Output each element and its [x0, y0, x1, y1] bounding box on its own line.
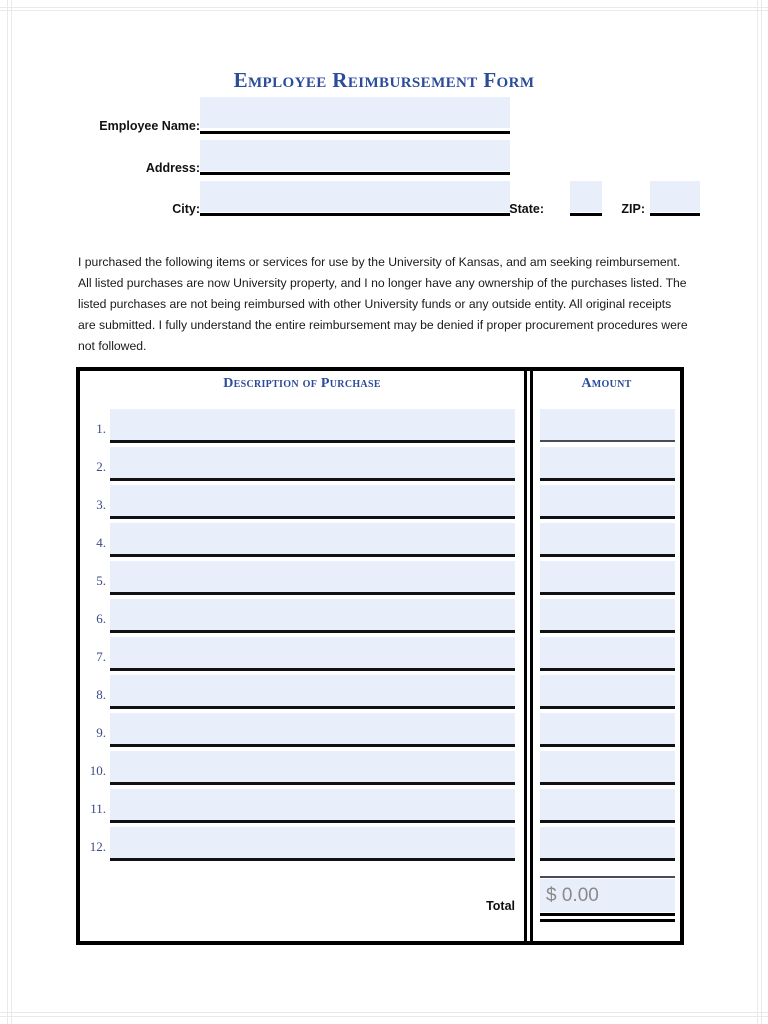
description-rule — [110, 478, 515, 481]
description-rule — [110, 858, 515, 861]
row-number: 3. — [96, 497, 106, 512]
row-number: 8. — [96, 687, 106, 702]
amount-input[interactable] — [540, 523, 675, 554]
amount-rule — [540, 440, 675, 442]
amount-rule — [540, 554, 675, 557]
page-frame-right-rule-2 — [761, 0, 762, 1024]
row-number: 5. — [96, 573, 106, 588]
amount-input[interactable] — [540, 409, 675, 440]
page-frame-bottom-rule-2 — [0, 1016, 768, 1017]
description-input[interactable] — [110, 675, 515, 706]
column-header-description: Description of Purchase — [223, 376, 381, 391]
amount-rule — [540, 706, 675, 709]
page-frame-top-rule-2 — [0, 10, 768, 11]
amount-rule — [540, 592, 675, 595]
page-frame-right-rule — [757, 0, 758, 1024]
column-divider-left — [524, 371, 527, 941]
amount-input[interactable] — [540, 713, 675, 744]
amount-input[interactable] — [540, 447, 675, 478]
amount-rule — [540, 744, 675, 747]
address-input[interactable] — [200, 140, 510, 171]
row-number: 12. — [89, 839, 106, 854]
description-rule — [110, 554, 515, 557]
description-input[interactable] — [110, 713, 515, 744]
address-rule — [200, 172, 510, 175]
amount-input[interactable] — [540, 561, 675, 592]
description-input[interactable] — [110, 599, 515, 630]
amount-rule — [540, 668, 675, 671]
description-input[interactable] — [110, 485, 515, 516]
page-frame-left-rule-2 — [11, 0, 12, 1024]
row-number: 9. — [96, 725, 106, 740]
description-input[interactable] — [110, 561, 515, 592]
description-input[interactable] — [110, 409, 515, 440]
row-number: 10. — [89, 763, 106, 778]
state-label: State: — [509, 202, 544, 216]
total-label: Total — [486, 899, 515, 913]
amount-rule — [540, 630, 675, 633]
city-label: City: — [172, 202, 200, 216]
description-input[interactable] — [110, 827, 515, 858]
row-number: 4. — [96, 535, 106, 550]
amount-rule — [540, 858, 675, 861]
address-label: Address: — [145, 161, 200, 175]
amount-rule — [540, 820, 675, 823]
row-number: 7. — [96, 649, 106, 664]
city-input[interactable] — [200, 181, 510, 212]
amount-input[interactable] — [540, 789, 675, 820]
amount-rule — [540, 478, 675, 481]
employee-name-input[interactable] — [200, 97, 510, 128]
description-rule — [110, 782, 515, 785]
description-rule — [110, 744, 515, 747]
description-rule — [110, 630, 515, 633]
zip-input[interactable] — [650, 181, 700, 212]
row-number: 6. — [96, 611, 106, 626]
amount-input[interactable] — [540, 751, 675, 782]
page-frame-left-rule — [7, 0, 8, 1024]
certification-statement: I purchased the following items or services for use by the University of Kansas, and am seeking reimbursement. All listed purchases are now University property, and I no longer have any ownership of the purchases listed. The listed purchases are not being reimbursed with other University funds or any outside entity. All original receipts are submitted. I fully understand the entire reimbursement may be denied if proper procurement procedures were not followed. — [78, 255, 688, 353]
row-number: 1. — [96, 421, 106, 436]
amount-input[interactable] — [540, 485, 675, 516]
description-input[interactable] — [110, 789, 515, 820]
employee-name-label: Employee Name: — [99, 119, 200, 133]
description-rule — [110, 820, 515, 823]
zip-label: ZIP: — [621, 202, 645, 216]
amount-input[interactable] — [540, 637, 675, 668]
total-rule-top — [540, 876, 675, 878]
city-rule — [200, 213, 510, 216]
purchase-table — [76, 367, 684, 945]
page-frame-top-rule — [0, 7, 768, 8]
employee-name-rule — [200, 131, 510, 134]
state-input[interactable] — [570, 181, 602, 212]
page-title: Employee Reimbursement Form — [233, 68, 535, 92]
total-rule-upper — [540, 913, 675, 916]
total-amount-value: $ 0.00 — [546, 885, 599, 906]
amount-input[interactable] — [540, 599, 675, 630]
amount-input[interactable] — [540, 675, 675, 706]
description-input[interactable] — [110, 523, 515, 554]
amount-rule — [540, 516, 675, 519]
description-rule — [110, 592, 515, 595]
description-input[interactable] — [110, 447, 515, 478]
amount-input[interactable] — [540, 827, 675, 858]
description-input[interactable] — [110, 751, 515, 782]
total-rule-lower — [540, 919, 675, 922]
description-rule — [110, 706, 515, 709]
description-input[interactable] — [110, 637, 515, 668]
description-rule — [110, 668, 515, 671]
column-header-amount: Amount — [581, 376, 632, 391]
description-rule — [110, 440, 515, 443]
zip-rule — [650, 213, 700, 216]
column-divider-right — [530, 371, 533, 941]
page-frame-bottom-rule — [0, 1012, 768, 1013]
row-number: 11. — [90, 801, 106, 816]
amount-rule — [540, 782, 675, 785]
state-rule — [570, 213, 602, 216]
row-number: 2. — [96, 459, 106, 474]
description-rule — [110, 516, 515, 519]
